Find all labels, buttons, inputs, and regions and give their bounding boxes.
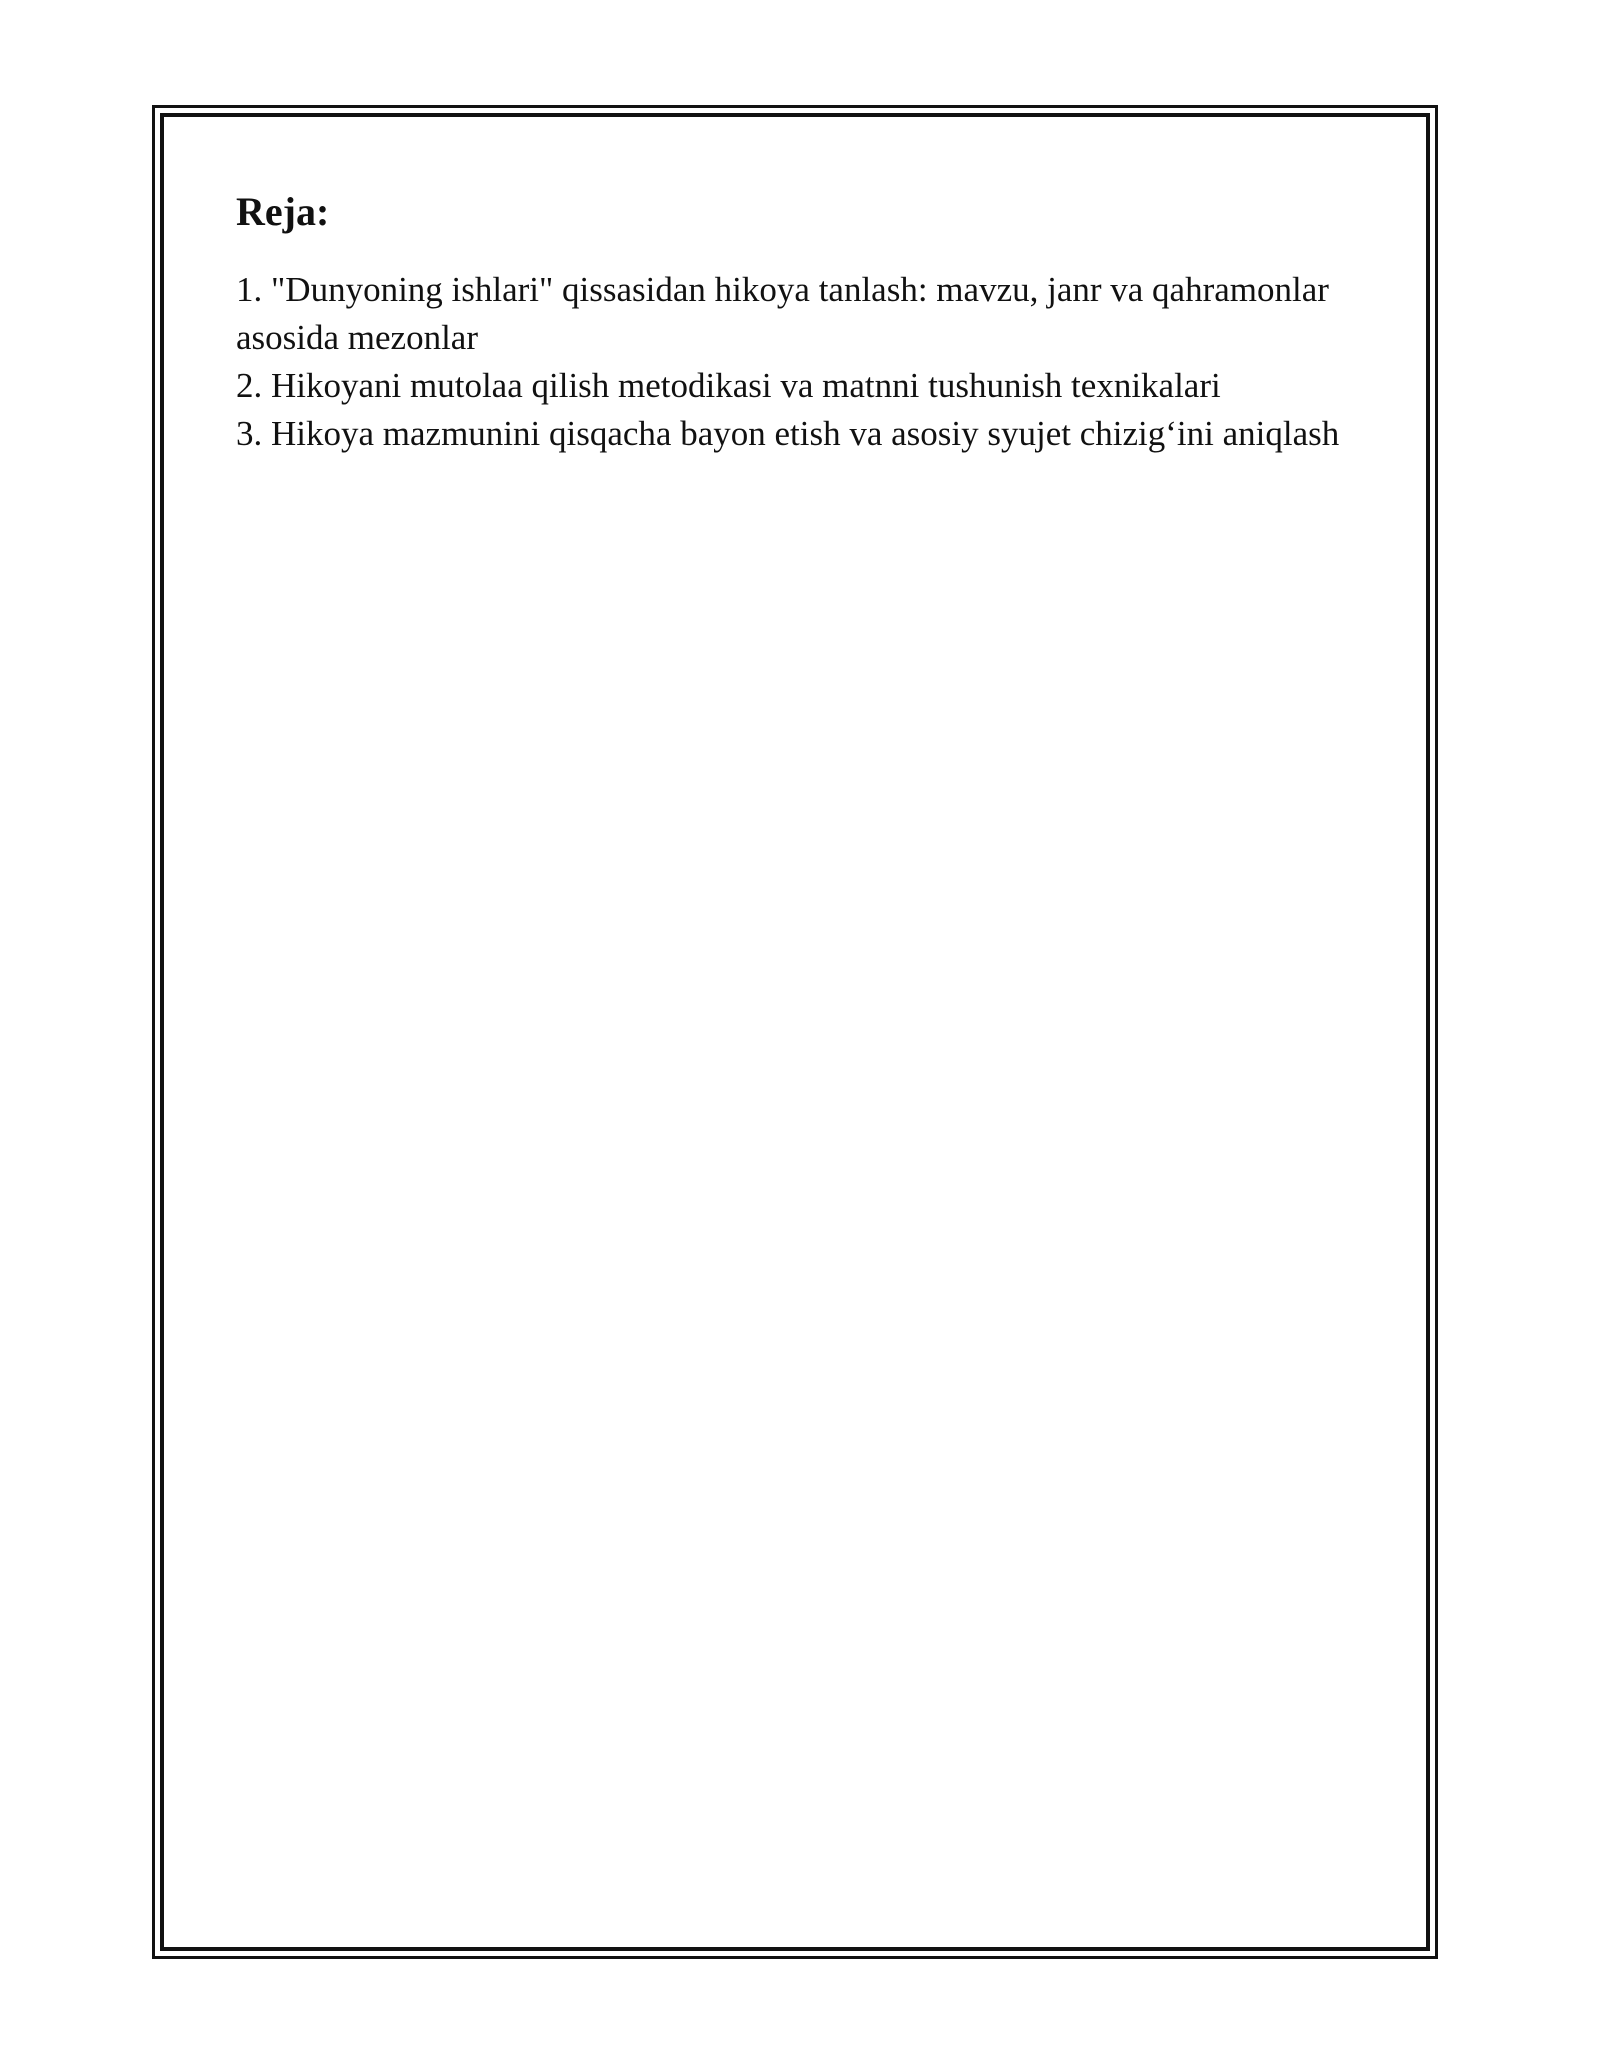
plan-list [236,266,1376,458]
plan-item-3: 3. Hikoya mazmunini qisqacha bayon etish va asosiy syujet chizig‘ini aniqlash [236,414,1340,453]
plan-item-1: 1. "Dunyoning ishlari" qissasidan hikoya tanlash: mavzu, janr va qahramonlar asosida mezonlar [236,270,1329,357]
plan-item-2: 2. Hikoyani mutolaa qilish metodikasi va matnni tushunish texnikalari [236,366,1221,405]
plan-heading: Reja: [236,189,330,234]
page-content [236,186,1376,458]
